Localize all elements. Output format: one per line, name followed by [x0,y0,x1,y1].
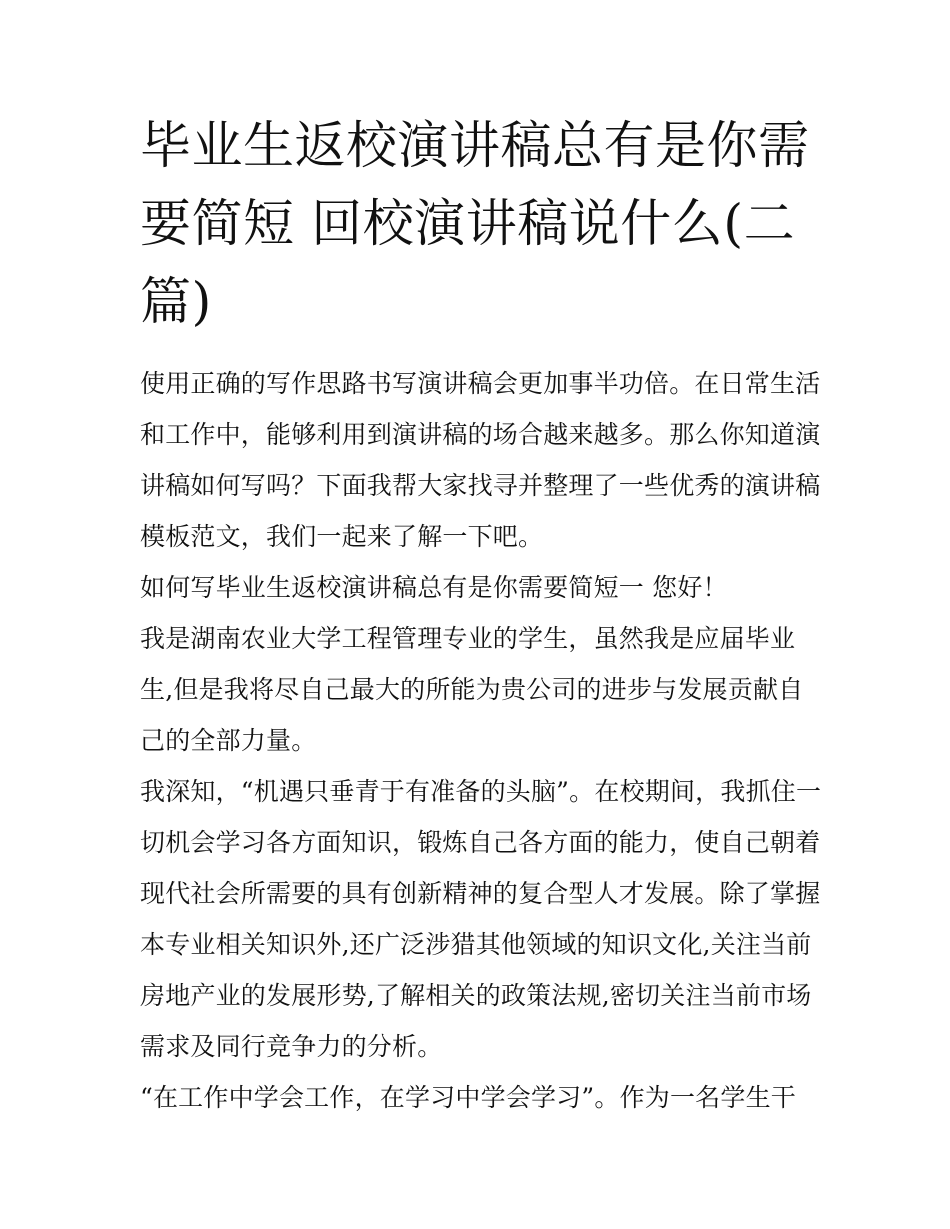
document-title [140,108,820,342]
text-line: 模板范文，我们一起来了解一下吧。 [140,522,544,551]
text-line: 生,但是我将尽自己最大的所能为贵公司的进步与发展贡献自 [140,675,804,704]
title-line: 篇) [140,273,212,332]
text-line: 使用正确的写作思路书写演讲稿会更加事半功倍。在日常生活 [140,369,821,398]
text-line: 和工作中，能够利用到演讲稿的场合越来越多。那么你知道演 [140,420,821,449]
section-heading-paragraph [140,562,820,613]
body-paragraph [140,1072,820,1123]
title-line: 毕业生返校演讲稿总有是你需 [140,117,810,176]
text-line: 我深知，“机遇只垂青于有准备的头脑”。在校期间，我抓住一 [140,777,822,806]
document-page [140,108,820,1123]
text-line: 己的全部力量。 [140,726,317,755]
intro-paragraph [140,358,820,562]
body-paragraph [140,766,820,1072]
document-body [140,358,820,1123]
text-line: 现代社会所需要的具有创新精神的复合型人才发展。除了掌握 [140,879,821,908]
text-line: “在工作中学会工作，在学习中学会学习”。作为一名学生干 [140,1083,796,1112]
title-line: 要简短 回校演讲稿说什么(二 [140,195,796,254]
text-line: 本专业相关知识外,还广泛涉猎其他领域的知识文化,关注当前 [140,930,812,959]
body-paragraph [140,613,820,766]
text-line: 如何写毕业生返校演讲稿总有是你需要简短一 您好！ [140,573,728,602]
text-line: 切机会学习各方面知识，锻炼自己各方面的能力，使自己朝着 [140,828,821,857]
text-line: 房地产业的发展形势,了解相关的政策法规,密切关注当前市场 [140,981,812,1010]
text-line: 需求及同行竞争力的分析。 [140,1032,443,1061]
text-line: 讲稿如何写吗？下面我帮大家找寻并整理了一些优秀的演讲稿 [140,471,821,500]
text-line: 我是湖南农业大学工程管理专业的学生，虽然我是应届毕业 [140,624,796,653]
